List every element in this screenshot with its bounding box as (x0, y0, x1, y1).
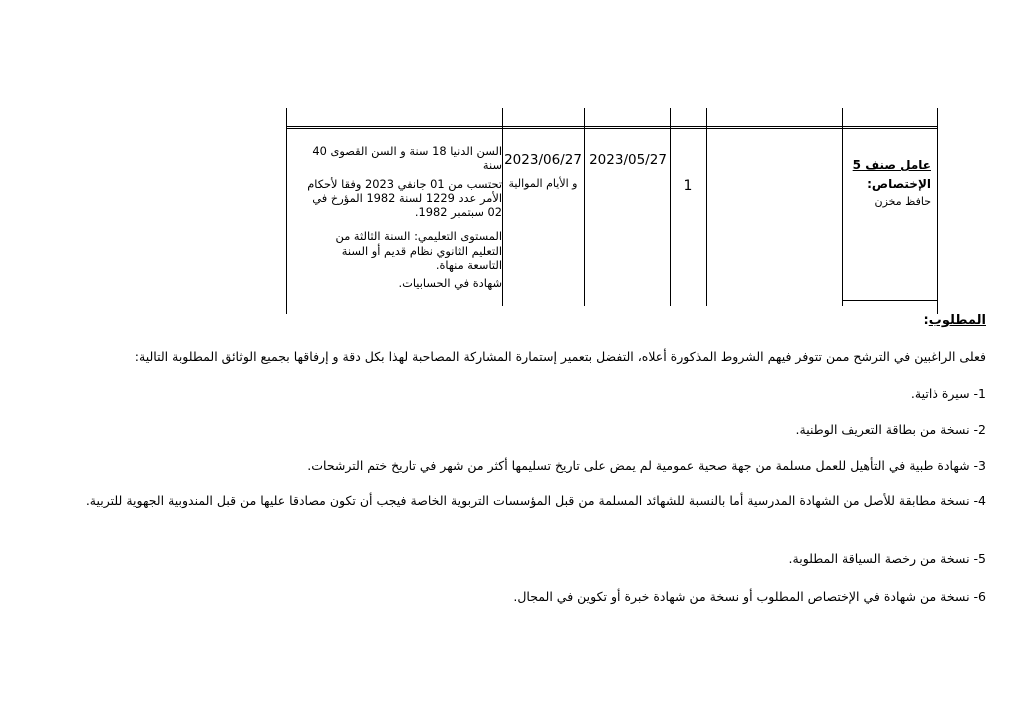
required-heading-colon: : (923, 313, 929, 328)
specialty-label: الإختصاص: (867, 177, 931, 191)
positions-count: 1 (683, 178, 693, 194)
table-col-divider (502, 108, 503, 306)
table-col-divider (584, 108, 585, 306)
required-item: 2- نسخة من بطاقة التعريف الوطنية. (795, 422, 986, 437)
required-heading (924, 313, 986, 328)
required-item: 6- نسخة من شهادة في الإختصاص المطلوب أو نسخة من شهادة خبرة أو تكوين في المجال. (513, 589, 986, 604)
required-item: 5- نسخة من رخصة السياقة المطلوبة. (788, 551, 986, 566)
table-row-divider (286, 128, 938, 129)
required-heading-text: المطلوب (928, 313, 986, 328)
age-condition: السن الدنيا 18 سنة و السن القصوى 40 سنة (312, 144, 502, 173)
job-cell (851, 158, 931, 209)
table-col-divider (706, 108, 707, 306)
table-col-divider (842, 108, 843, 306)
end-date-cell (502, 152, 584, 191)
start-date: 2023/05/27 (589, 152, 667, 168)
education-level: المستوى التعليمي: السنة الثالثة من التعليم الثانوي نظام قديم أو السنة التاسعة منهاة. (335, 229, 502, 272)
table-row-divider (842, 300, 938, 301)
recruitment-table (286, 108, 938, 314)
table-border-right (937, 108, 938, 314)
required-item: 3- شهادة طبية في التأهيل للعمل مسلمة من جهة صحية عمومية لم يمض على تاريخ تسليمها أكثر من شهر في تاريخ ختم الترشحات. (307, 458, 986, 473)
table-border-left (286, 108, 287, 314)
required-item: 1- سيرة ذاتية. (910, 386, 986, 401)
specialty-value: حافظ مخزن (874, 195, 931, 208)
table-row-divider (286, 126, 938, 127)
table-col-divider (670, 108, 671, 306)
job-title: عامل صنف 5 (852, 158, 931, 172)
conditions-cell (306, 144, 502, 294)
end-date-following: و الأيام الموالية (508, 176, 578, 190)
required-item: 4- نسخة مطابقة للأصل من الشهادة المدرسية أما بالنسبة للشهائد المسلمة من قبل المؤسسات التربوية الخاصة فيجب أن تكون مصادقا عليها من قبل المندوبية الجهوية للتربية. (85, 493, 986, 508)
age-calculation: تحتسب من 01 جانفي 2023 وفقا لأحكام الأمر عدد 1229 لسنة 1982 المؤرخ في 02 سبتمبر 1982. (307, 176, 502, 219)
intro-paragraph: فعلى الراغبين في الترشح ممن تتوفر فيهم الشروط المذكورة أعلاه، التفضل بتعمير إستمارة المشاركة المصاحبة لهذا بكل دقة و إرفاقها بجميع الوثائق المطلوبة التالية: (134, 349, 986, 364)
certificate-requirement: شهادة في الحسابيات. (398, 276, 502, 290)
end-date: 2023/06/27 (504, 152, 582, 168)
